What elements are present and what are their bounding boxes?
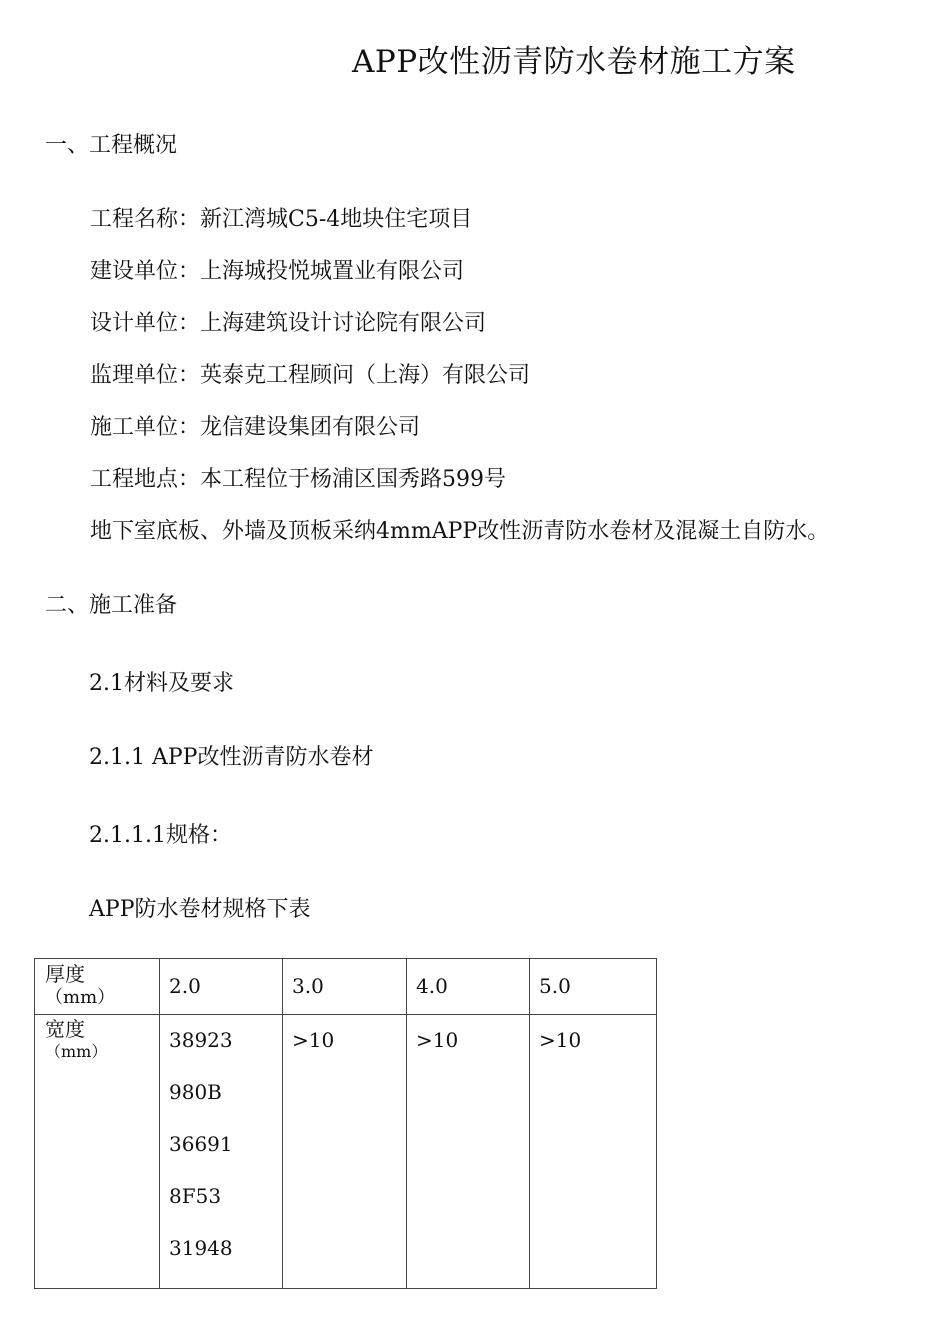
width-value: 36691 xyxy=(169,1132,233,1156)
width-value: 31948 xyxy=(169,1236,233,1260)
spec-table xyxy=(34,958,657,1289)
developer-line: 建设单位：上海城投悦城置业有限公司 xyxy=(90,259,465,284)
width-unit: （mm） xyxy=(45,1042,108,1061)
width-value: >10 xyxy=(292,1028,335,1052)
table-row-thickness xyxy=(35,959,657,1015)
subsection-app-membrane: 2.1.1 APP改性沥青防水卷材 xyxy=(89,745,374,770)
project-name-line: 工程名称：新江湾城C5-4地块住宅项目 xyxy=(90,207,473,232)
thickness-cell xyxy=(283,959,407,1015)
width-cell xyxy=(283,1015,407,1289)
width-value: 980B xyxy=(169,1080,222,1104)
thickness-label: 厚度 xyxy=(45,962,85,986)
location-line: 工程地点：本工程位于杨浦区国秀路599号 xyxy=(90,467,506,492)
thickness-unit: （mm） xyxy=(45,987,116,1008)
subsection-materials: 2.1材料及要求 xyxy=(89,671,234,696)
document-title: APP改性沥青防水卷材施工方案 xyxy=(352,44,796,80)
thickness-value: 4.0 xyxy=(416,974,448,998)
width-value: 38923 xyxy=(169,1028,233,1052)
width-value-list xyxy=(160,1015,282,1288)
thickness-cell xyxy=(407,959,530,1015)
subsection-spec: 2.1.1.1规格： xyxy=(89,823,232,848)
width-value: >10 xyxy=(539,1028,582,1052)
width-value: 8F53 xyxy=(169,1184,222,1208)
width-cell xyxy=(160,1015,283,1289)
section-heading-preparation: 二、施工准备 xyxy=(45,593,178,618)
width-header-cell xyxy=(35,1015,160,1289)
width-value: >10 xyxy=(416,1028,459,1052)
thickness-value: 3.0 xyxy=(292,974,324,998)
thickness-cell xyxy=(530,959,657,1015)
thickness-value: 2.0 xyxy=(169,974,201,998)
section-heading-overview: 一、工程概况 xyxy=(45,133,178,158)
width-cell xyxy=(530,1015,657,1289)
table-row-width xyxy=(35,1015,657,1289)
table-caption: APP防水卷材规格下表 xyxy=(89,897,311,922)
thickness-value: 5.0 xyxy=(539,974,571,998)
thickness-header-cell xyxy=(35,959,160,1015)
contractor-line: 施工单位：龙信建设集团有限公司 xyxy=(90,415,421,440)
width-label: 宽度 xyxy=(45,1017,85,1041)
supervisor-line: 监理单位：英泰克工程顾问（上海）有限公司 xyxy=(90,363,531,388)
designer-line: 设计单位：上海建筑设计讨论院有限公司 xyxy=(90,311,487,336)
waterproofing-description: 地下室底板、外墙及顶板采纳4mmAPP改性沥青防水卷材及混凝土自防水。 xyxy=(90,519,830,544)
width-cell xyxy=(407,1015,530,1289)
thickness-cell xyxy=(160,959,283,1015)
